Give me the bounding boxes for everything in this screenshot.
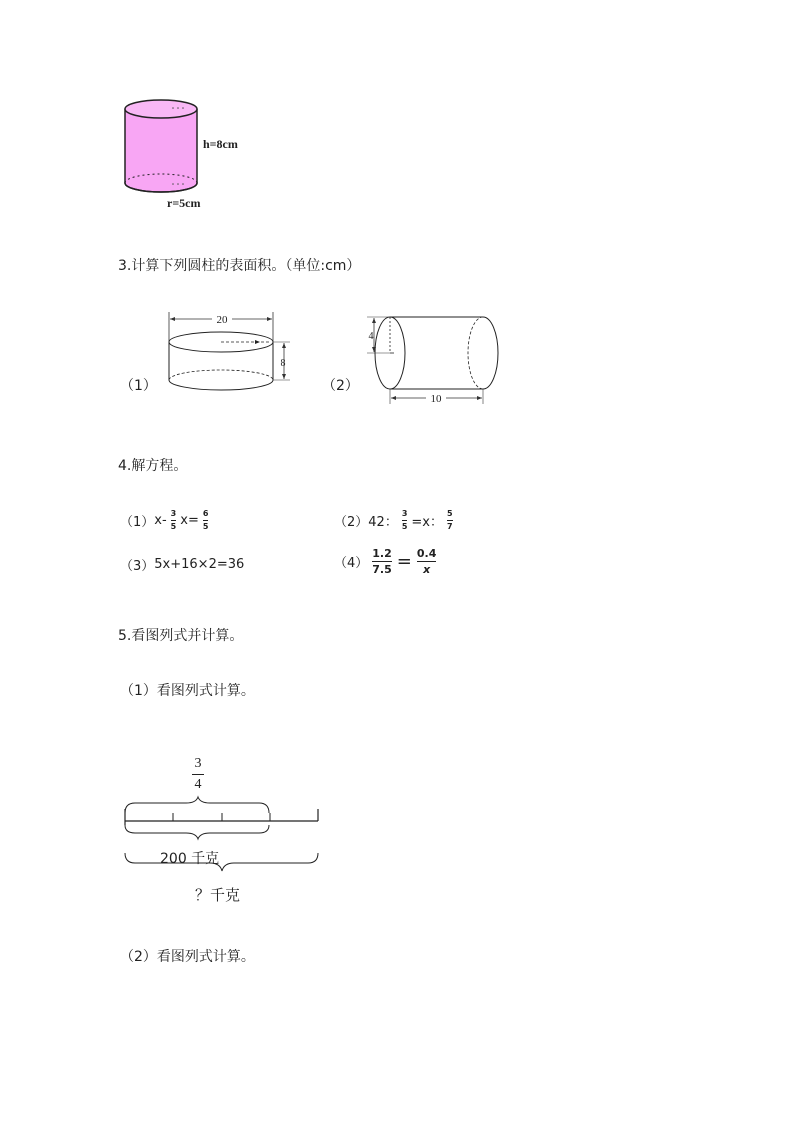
q3-item2-label: （2） [322,378,359,394]
q5-sub1-label: （1）看图列式计算。 [120,683,255,699]
q4-equation-3: （3） 5x+16×2=36 [120,557,245,574]
cylinder-top [125,100,197,118]
height-label: h=8cm [203,137,238,151]
q3-heading: 3.计算下列圆柱的表面积。（单位:cm） [118,258,361,274]
fraction: $\frac{1.2}{7.5}$ [372,547,392,576]
top-brace [125,797,269,813]
fraction: $\frac{0.4}{x}$ [416,547,437,576]
bar-model-diagram [118,795,328,875]
q3-radius-label: 4 [368,331,374,342]
known-weight-label: 200 千克 [160,851,220,867]
unknown-weight-label: ？千克 [195,886,241,904]
fraction: $\frac{5}{7}$ [447,509,453,531]
q3-cylinder-horizontal [360,308,505,408]
fraction: $\frac{3}{5}$ [170,509,177,531]
q4-equation-2: （2） 42： $\frac{3}{5}$ =x： $\frac{5}{7}$ [334,509,453,531]
q4-equation-4: （4） $\frac{1.2}{7.5}$ = $\frac{0.4}{x}$ [334,547,437,576]
q3-length-label: 10 [430,393,442,405]
q3-height-label: 8 [280,358,286,369]
fraction: $\frac{6}{5}$ [202,509,209,531]
q4-equation-1: （1） x- $\frac{3}{5}$ x= $\frac{6}{5}$ [120,509,209,531]
q3-diameter-label: 20 [216,314,228,326]
known-brace [125,825,269,839]
q4-heading: 4.解方程。 [118,458,188,474]
bar-model-fraction: 3 4 [188,757,208,792]
fraction: $\frac{3}{5}$ [401,509,408,531]
q5-heading: 5.看图列式并计算。 [118,628,244,644]
q3-item1-label: （1） [120,378,157,394]
q3-cylinder-upright [160,308,300,403]
q5-sub2-label: （2）看图列式计算。 [120,949,255,965]
radius-label: r=5cm [167,196,201,210]
whole-brace [125,853,318,871]
